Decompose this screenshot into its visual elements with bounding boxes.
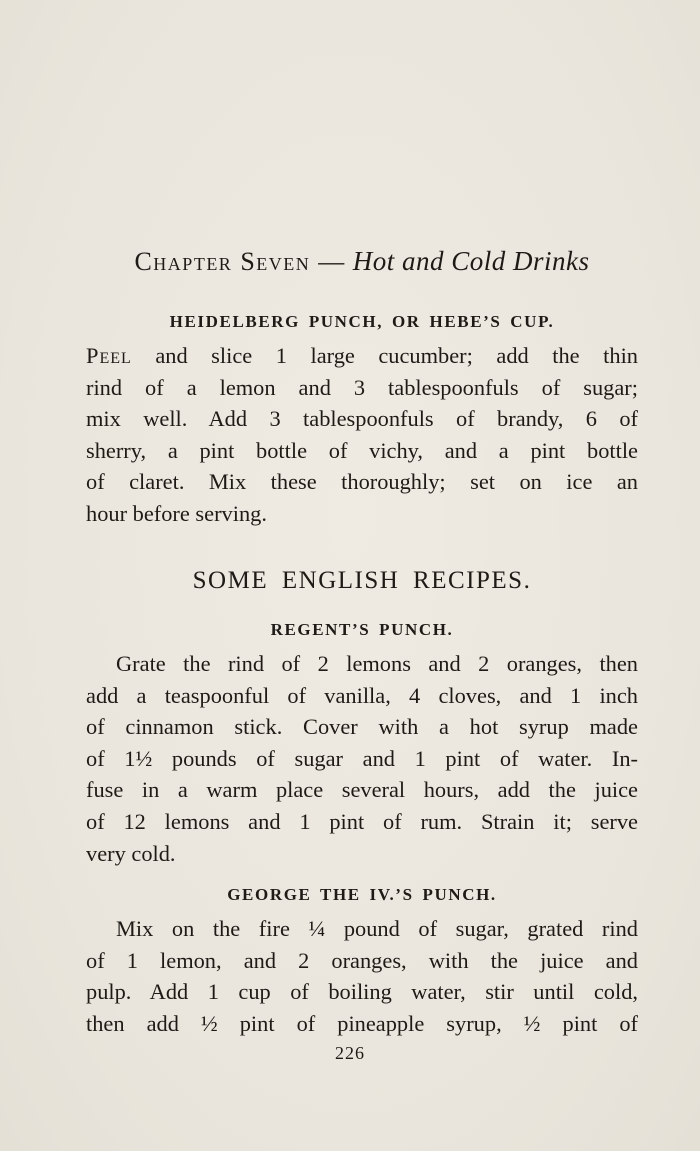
chapter-heading <box>86 246 638 277</box>
text-line: Peel and slice 1 large cucumber; add the thin <box>86 343 638 368</box>
recipe-title-regents: REGENT’S PUNCH. <box>270 620 454 639</box>
text-line: of 1½ pounds of sugar and 1 pint of water. In- <box>86 745 638 771</box>
text-line: pulp. Add 1 cup of boiling water, stir until cold, <box>86 979 638 1005</box>
text-line: mix well. Add 3 tablespoonfuls of brandy, 6 of <box>86 406 638 432</box>
recipe-body-regents <box>86 648 638 869</box>
chapter-prefix: Chapter Seven — <box>134 247 346 276</box>
section-title: SOME ENGLISH RECIPES. <box>192 567 532 594</box>
text-line: of 12 lemons and 1 pint of rum. Strain it; serve <box>86 808 638 834</box>
text-line: of claret. Mix these thoroughly; set on ice an <box>86 469 638 495</box>
text-line: of 1 lemon, and 2 oranges, with the juice and <box>86 947 638 973</box>
text-line: Grate the rind of 2 lemons and 2 oranges, then <box>116 651 638 676</box>
text-line: then add ½ pint of pineapple syrup, ½ pint of <box>86 1010 638 1036</box>
text-line: of cinnamon stick. Cover with a hot syrup made <box>86 714 638 740</box>
recipe-title-heidelberg: HEIDELBERG PUNCH, OR HEBE’S CUP. <box>169 312 555 331</box>
text-line: rind of a lemon and 3 tablespoonfuls of sugar; <box>86 374 638 400</box>
recipe-body-heidelberg <box>86 340 638 530</box>
lead-word: Peel <box>86 343 132 368</box>
text-line: add a teaspoonful of vanilla, 4 cloves, and 1 inch <box>86 682 638 708</box>
page-number: 226 <box>335 1043 365 1063</box>
recipe-body-george <box>86 913 638 1039</box>
text-line: fuse in a warm place several hours, add the juice <box>86 777 638 803</box>
text-line: hour before serving. <box>86 500 267 526</box>
chapter-subtitle: Hot and Cold Drinks <box>352 246 590 276</box>
text-line: very cold. <box>86 840 176 866</box>
text-line: sherry, a pint bottle of vichy, and a pint bottle <box>86 437 638 463</box>
text-line: Mix on the fire ¼ pound of sugar, grated rind <box>116 916 638 941</box>
recipe-title-george: GEORGE THE IV.’S PUNCH. <box>227 885 497 904</box>
